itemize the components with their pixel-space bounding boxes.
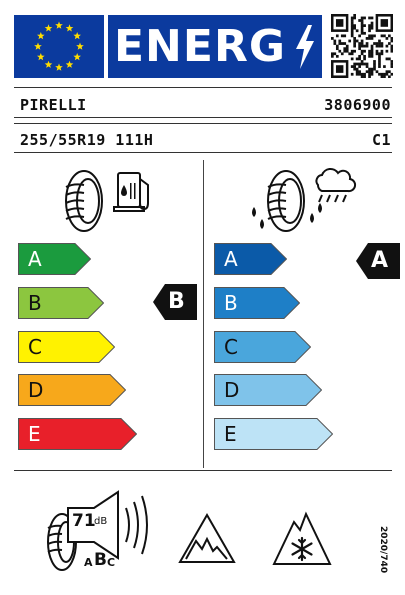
wet-grip-bar-label: E <box>224 422 237 446</box>
rain-cloud-tyre-icon <box>248 163 358 235</box>
fuel-bar-a <box>18 243 91 275</box>
fuel-bar-label: C <box>28 335 42 359</box>
wet-grip-bar-label: C <box>224 335 238 359</box>
fuel-bar-b <box>18 287 104 319</box>
separator <box>14 87 392 88</box>
wet-grip-bar-label: B <box>224 291 238 315</box>
wet-grip-bar-b <box>214 287 300 319</box>
fuel-bar-d <box>18 374 126 406</box>
fuel-bar-label: B <box>28 291 42 315</box>
fuel-rating-indicator <box>153 284 197 320</box>
wet-grip-bar-d <box>214 374 322 406</box>
noise-class-b: B <box>94 550 107 570</box>
fuel-bar-c <box>18 331 115 363</box>
snowflake-mountain-icon <box>272 510 332 566</box>
tyre-size: 255/55R19 111H <box>20 131 154 149</box>
regulation-code: 2020/740 <box>378 526 388 574</box>
wet-grip-bar-c <box>214 331 311 363</box>
noise-class-c: C <box>107 556 116 569</box>
mountain-icon <box>178 512 236 564</box>
article-number: 3806900 <box>324 96 391 114</box>
separator <box>14 470 392 471</box>
noise-unit: dB <box>94 516 108 527</box>
noise-value: 71 <box>72 511 96 531</box>
fuel-bar-label: A <box>28 247 42 271</box>
wet-grip-bar-a <box>214 243 287 275</box>
column-divider <box>203 160 204 468</box>
separator <box>14 117 392 118</box>
separator <box>14 152 392 153</box>
wet-grip-bar-e <box>214 418 333 450</box>
eu-flag-icon <box>14 15 104 78</box>
energy-banner <box>108 15 322 78</box>
lightning-icon <box>294 25 316 69</box>
fuel-rating-letter: B <box>168 289 185 314</box>
fuel-bar-label: E <box>28 422 41 446</box>
noise-class-a: A <box>84 556 93 569</box>
tyre-class: C1 <box>371 131 391 149</box>
wet-grip-bar-label: D <box>224 378 240 402</box>
wet-grip-bar-label: A <box>224 247 238 271</box>
fuel-bar-e <box>18 418 137 450</box>
qr-code-icon <box>331 14 393 78</box>
energy-title: ENERG <box>114 21 286 72</box>
speaker-tyre-icon <box>44 488 156 576</box>
separator <box>14 123 392 124</box>
fuel-pump-tyre-icon <box>58 163 158 235</box>
fuel-bar-label: D <box>28 378 44 402</box>
wet-grip-rating-letter: A <box>371 248 389 273</box>
brand-name: PIRELLI <box>20 96 87 114</box>
wet-grip-rating-indicator <box>356 243 400 279</box>
